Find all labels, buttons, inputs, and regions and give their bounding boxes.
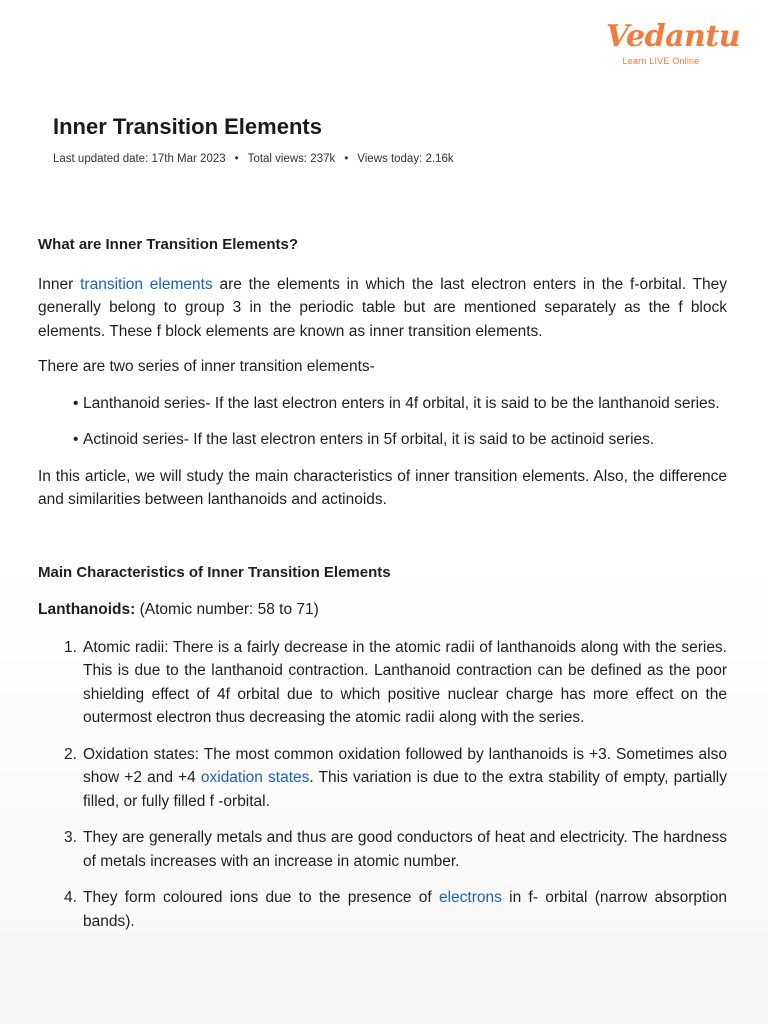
logo-tagline: Learn LIVE Online bbox=[622, 56, 700, 66]
link-transition-elements[interactable]: transition elements bbox=[80, 275, 213, 293]
bullet-icon: • bbox=[73, 394, 79, 412]
meta-separator: • bbox=[344, 153, 349, 165]
item-number: 1. bbox=[64, 638, 77, 656]
list-item bbox=[38, 428, 727, 452]
logo-wordmark: Vedantu bbox=[606, 19, 741, 54]
characteristics-list bbox=[38, 636, 727, 934]
meta-separator: • bbox=[234, 153, 239, 165]
list-item-text: Oxidation states: The most common oxidation followed by lanthanoids is +3. Sometimes also show +2 and +4 bbox=[83, 745, 727, 786]
page-title: Inner Transition Elements bbox=[53, 114, 322, 139]
item-number: 2. bbox=[64, 745, 77, 763]
link-oxidation-states[interactable]: oxidation states bbox=[200, 769, 310, 786]
list-item bbox=[38, 743, 727, 814]
list-item bbox=[38, 392, 727, 416]
text: are the elements in which the last electron enters in the f-orbital. They generally belong to group 3 in the periodic table but are mentioned separately as the f block elements. These f block elements are known as inner transition elements. bbox=[38, 275, 727, 340]
lanthanoids-line bbox=[38, 598, 727, 622]
section-heading: What are Inner Transition Elements? bbox=[38, 236, 299, 253]
paragraph: In this article, we will study the main characteristics of inner transition elements. Also, the difference and similarities between lanthanoids and actinoids. bbox=[38, 467, 727, 508]
list-item bbox=[38, 636, 727, 730]
vedantu-logo[interactable] bbox=[606, 19, 741, 66]
paragraph bbox=[38, 273, 727, 344]
article-meta bbox=[53, 153, 454, 165]
text: (Atomic number: 58 to 71) bbox=[135, 601, 319, 618]
list-item bbox=[38, 826, 727, 873]
list-item-text: Actinoid series- If the last electron enters in 5f orbital, it is said to be actinoid series. bbox=[83, 431, 655, 448]
bullet-icon: • bbox=[73, 431, 79, 448]
list-item-text: Lanthanoid series- If the last electron enters in 4f orbital, it is said to be the lanthanoid series. bbox=[83, 394, 720, 412]
list-item-text: They are generally metals and thus are good conductors of heat and electricity. The hardness of metals increases with an increase in atomic number. bbox=[83, 829, 727, 870]
text: Inner bbox=[38, 275, 81, 293]
views-today: Views today: 2.16k bbox=[357, 153, 454, 165]
total-views: Total views: 237k bbox=[247, 153, 336, 165]
item-number: 3. bbox=[64, 829, 77, 846]
list-item bbox=[38, 886, 727, 933]
paragraph: There are two series of inner transition elements- bbox=[38, 358, 375, 375]
list-item-text: Atomic radii: There is a fairly decrease in the atomic radii of lanthanoids along with the series. This is due to the lanthanoid contraction. Lanthanoid contraction can be defined as the poor shielding effect of 4f orbital due to which positive nuclear charge has more effect on the outermost electron thus decreasing the atomic radii along with the series. bbox=[83, 638, 727, 726]
series-list bbox=[38, 392, 727, 452]
lanthanoids-label: Lanthanoids: bbox=[38, 601, 136, 618]
section-heading: Main Characteristics of Inner Transition Elements bbox=[38, 563, 391, 581]
link-electrons[interactable]: electrons bbox=[438, 889, 502, 906]
item-number: 4. bbox=[64, 889, 77, 906]
list-item-text: They form coloured ions due to the presence of bbox=[83, 889, 439, 906]
article-body bbox=[38, 233, 727, 933]
list-item-text: . This variation is due to the extra stability of empty, partially filled, or fully filled f -orbital. bbox=[83, 769, 727, 810]
last-updated: Last updated date: 17th Mar 2023 bbox=[53, 153, 226, 165]
list-item-text: in f- orbital (narrow absorption bands). bbox=[83, 889, 727, 930]
